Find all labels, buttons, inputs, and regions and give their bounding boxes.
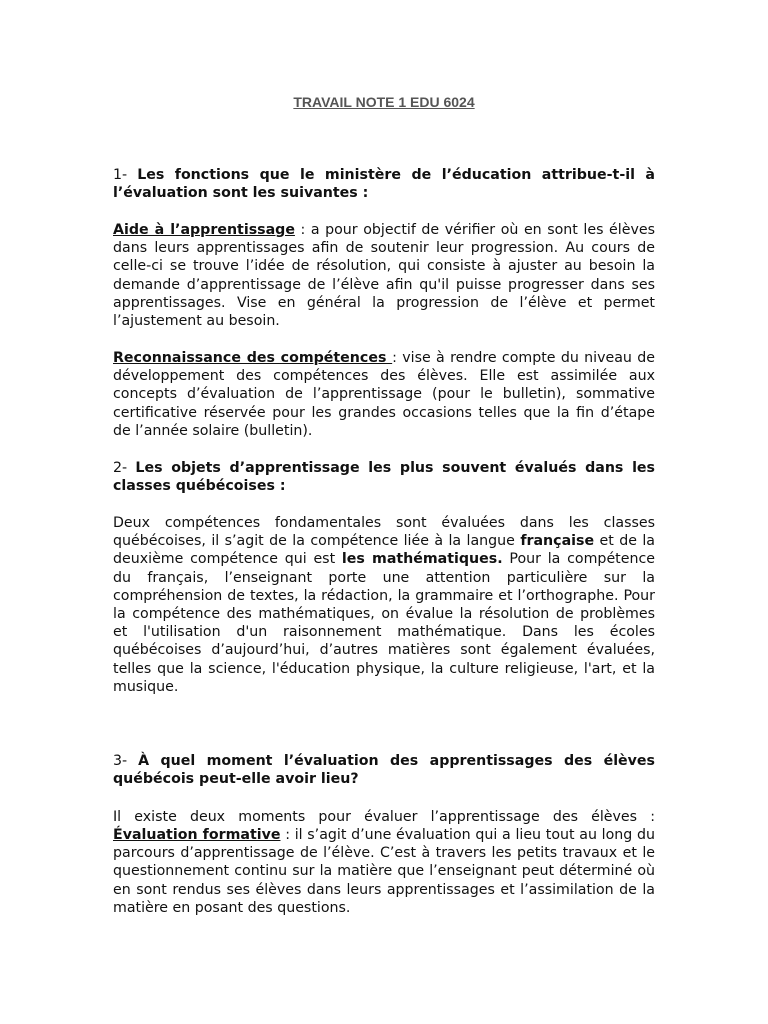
question-1-text: Les fonctions que le ministère de l’éducation attribue-t-il à l’évaluation sont les suivantes : xyxy=(113,167,655,202)
term-reconnaissance-competences: Reconnaissance des compétences xyxy=(113,350,393,366)
question-3 xyxy=(113,752,655,788)
document-title: TRAVAIL NOTE 1 EDU 6024 xyxy=(293,94,475,110)
paragraph-aide-apprentissage xyxy=(113,221,655,330)
p3-bold-francaise: française xyxy=(520,533,595,550)
paragraph-reconnaissance-competences-text: : vise à rendre compte du niveau de développement des compétences des élèves. Elle est assimilée aux concepts d’évaluation de l’apprentissage (pour le bulletin), sommative certificative réservée pour les grandes occasions telles que la fin d’étape de l’année solaire (bulletin). xyxy=(113,350,655,439)
question-3-number: 3- xyxy=(113,753,139,769)
question-1 xyxy=(113,166,655,202)
paragraph-objets-apprentissage xyxy=(113,514,655,696)
p3-bold-mathematiques: les mathématiques. xyxy=(341,551,503,568)
term-aide-apprentissage: Aide à l’apprentissage xyxy=(113,222,295,238)
question-2 xyxy=(113,459,655,495)
question-3-text: À quel moment l’évaluation des apprentissages des élèves québécois peut-elle avoir lieu? xyxy=(113,753,655,788)
question-1-number: 1- xyxy=(113,167,138,183)
paragraph-evaluation-formative-text: : il s’agit d’une évaluation qui a lieu tout au long du parcours d’apprentissage de l’élève. C’est à travers les petits travaux et le questionnement continu sur la matière que l’enseignant peut déterminé où en sont rendus ses élèves dans leurs apprentissages et l’assimilation de la matière en posant des questions. xyxy=(113,827,655,916)
paragraph-aide-apprentissage-text: : a pour objectif de vérifier où en sont les élèves dans leurs apprentissages afin de soutenir leur progression. Au cours de celle-ci se trouve l’idée de résolution, qui consiste à ajuster au besoin la demande d’apprentissage de l’élève afin qu'il puisse progresser dans ses apprentissages. Vise en général la progression de l’élève et permet l’ajustement au besoin. xyxy=(113,222,655,330)
p3-text-b: et de la deuxième compétence qui est xyxy=(113,533,655,568)
paragraph-reconnaissance-competences xyxy=(113,349,655,440)
question-2-text: Les objets d’apprentissage les plus souvent évalués dans les classes québécoises : xyxy=(113,460,655,495)
p3-text-c: Pour la compétence du français, l’enseignant porte une attention particulière sur la compréhension de textes, la rédaction, la grammaire et l’orthographe. Pour la compétence des mathématiques, on évalue la résolution de problèmes et l'utilisation d'un raisonnement mathématique. Dans les écoles québécoises d’aujourd’hui, d’autres matières sont également évaluées, telles que la science, l'éducation physique, la culture religieuse, l'art, et la musique. xyxy=(113,551,655,695)
paragraph-moments-line1: Il existe deux moments pour évaluer l’apprentissage des élèves : xyxy=(113,809,655,825)
paragraph-evaluation-formative xyxy=(113,826,655,917)
term-evaluation-formative: Évaluation formative xyxy=(113,827,281,843)
p3-text-a: Deux compétences fondamentales sont évaluées dans les classes québécoises, il s’agit de la compétence liée à la langue xyxy=(113,515,655,550)
question-2-number: 2- xyxy=(113,460,136,476)
